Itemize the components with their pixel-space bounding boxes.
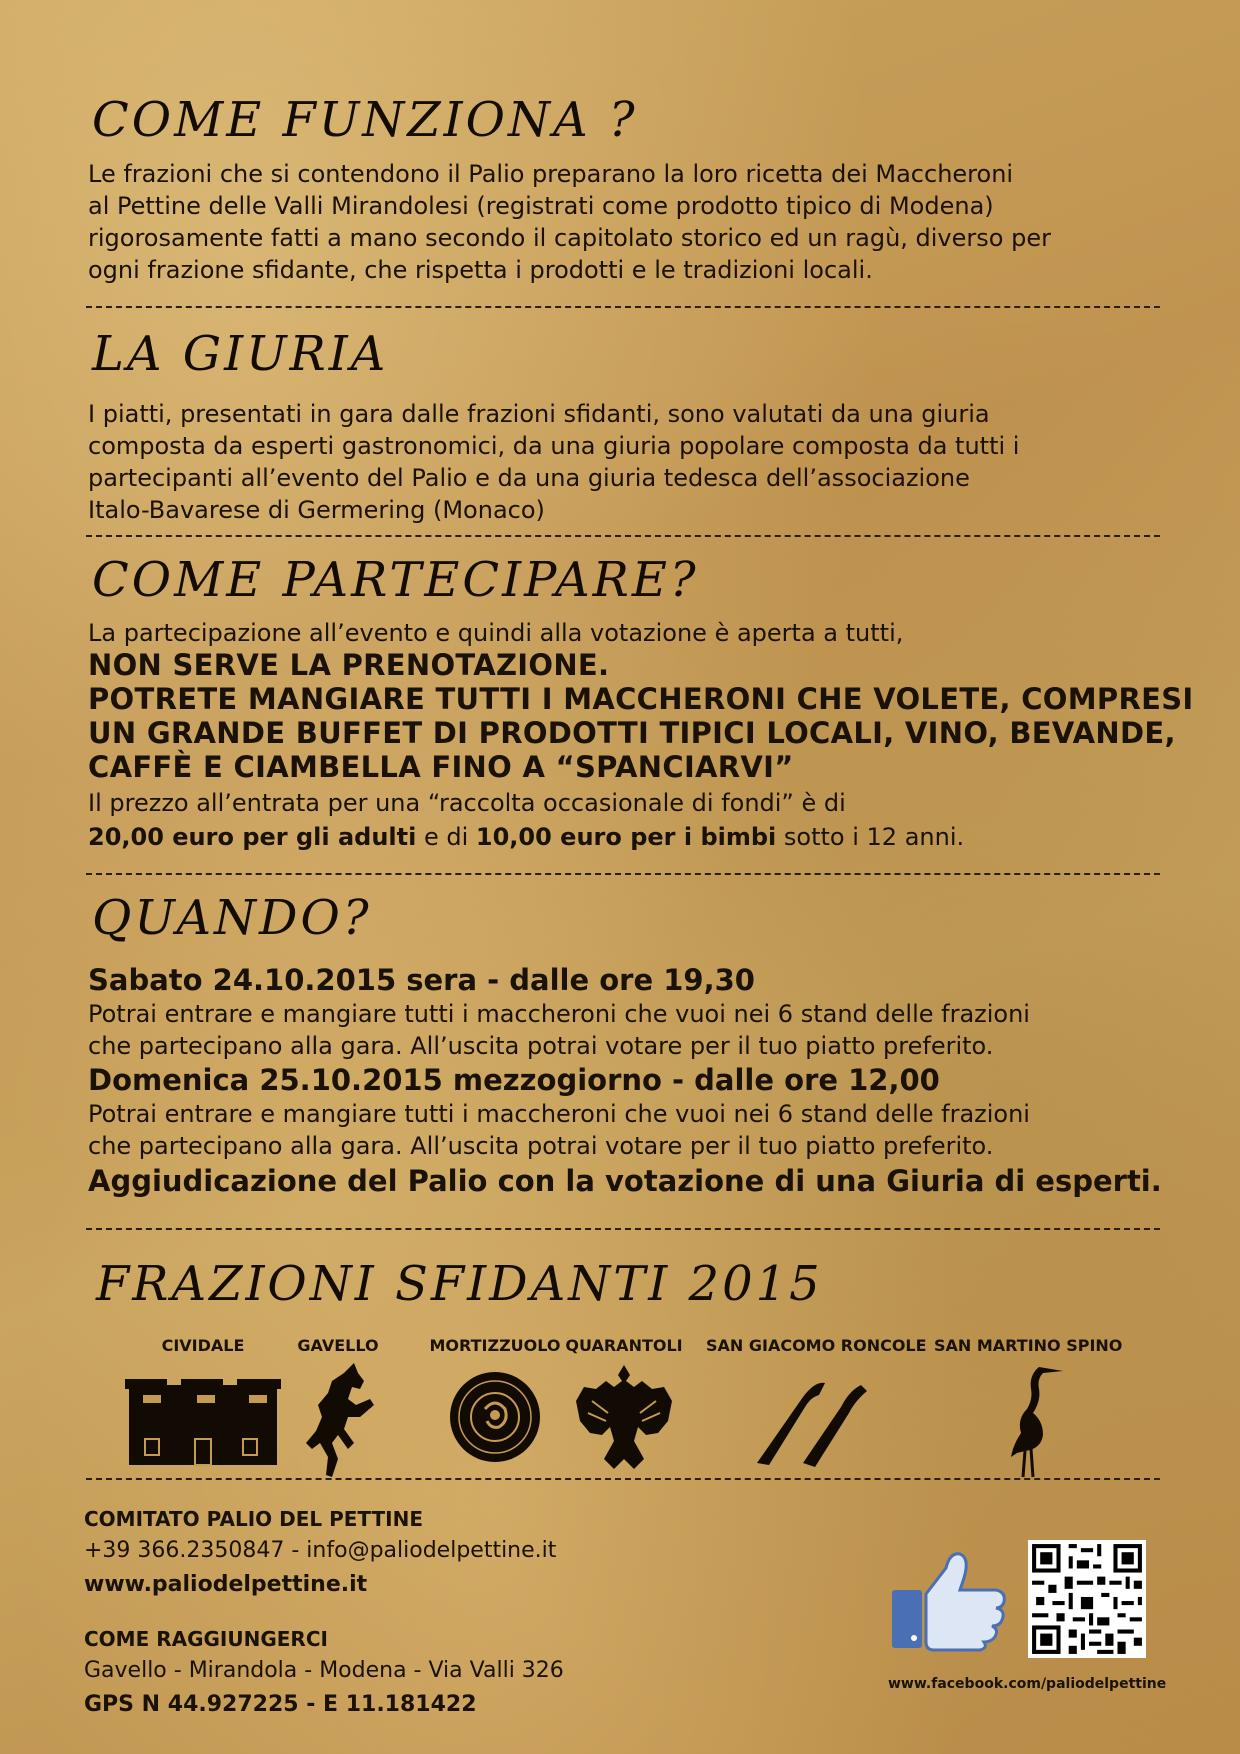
price-detail (88, 820, 1198, 854)
price-kids: 10,00 euro per i bimbi (475, 823, 777, 851)
building-icon (125, 1367, 281, 1467)
text-line: I piatti, presentati in gara dalle frazioni sfidanti, sono valutati da una giuria (88, 400, 990, 428)
text-line: che partecipano alla gara. All’uscita potrai votare per il tuo piatto preferito. (88, 1132, 994, 1160)
section-divider (86, 306, 1160, 308)
address: Gavello - Mirandola - Modena - Via Valli 326 (84, 1658, 564, 1683)
frazione-label: CIVIDALE (161, 1336, 245, 1355)
section-divider (86, 873, 1160, 875)
section-title-la-giuria: LA GIURIA (92, 326, 389, 382)
seal-icon (447, 1369, 543, 1465)
facebook-like-icon[interactable] (888, 1548, 1010, 1652)
highlight-line: NON SERVE LA PRENOTAZIONE. (88, 648, 610, 682)
text-line: Potrai entrare e mangiare tutti i maccheroni che vuoi nei 6 stand delle frazioni (88, 1100, 1030, 1128)
text-line: al Pettine delle Valli Mirandolesi (registrati come prodotto tipico di Modena) (88, 192, 994, 220)
section-divider (86, 535, 1160, 537)
section-title-frazioni: FRAZIONI SFIDANTI 2015 (96, 1256, 823, 1312)
section-divider (86, 1228, 1160, 1230)
intro-line: La partecipazione all’evento e quindi alla votazione è aperta a tutti, (88, 619, 904, 647)
section-divider (86, 1478, 1160, 1480)
frazione-cividale (110, 1336, 296, 1471)
text-line: che partecipano alla gara. All’uscita potrai votare per il tuo piatto preferito. (88, 1032, 994, 1060)
price-mid: e di (416, 823, 476, 851)
gps-coordinates: GPS N 44.927225 - E 11.181422 (84, 1692, 477, 1717)
directions-heading: COME RAGGIUNGERCI (84, 1627, 328, 1651)
quando-text (88, 962, 1198, 1200)
phone-email[interactable]: +39 366.2350847 - info@paliodelpettine.it (84, 1538, 557, 1563)
heron-icon (987, 1359, 1067, 1479)
text-line: partecipanti all’evento del Palio e da una giuria tedesca dell’associazione (88, 464, 970, 492)
frazione-san-martino-spino (934, 1336, 1123, 1483)
frazione-gavello (290, 1336, 386, 1485)
qr-code[interactable] (1028, 1540, 1146, 1658)
highlight-line: CAFFÈ E CIAMBELLA FINO A “SPANCIARVI” (88, 750, 794, 784)
section-title-quando: QUANDO? (92, 890, 372, 946)
price-line: Il prezzo all’entrata per una “raccolta occasionale di fondi” è di (88, 789, 846, 817)
la-giuria-text (88, 398, 1168, 526)
frazione-label: MORTIZZUOLO (429, 1336, 561, 1355)
price-adults: 20,00 euro per gli adulti (88, 823, 417, 851)
highlight-line: UN GRANDE BUFFET DI PRODOTTI TIPICI LOCALI, VINO, BEVANDE, (88, 716, 1176, 750)
eagle-icon (572, 1361, 676, 1473)
website-link[interactable]: www.paliodelpettine.it (84, 1572, 368, 1597)
text-line: ogni frazione sfidante, che rispetta i prodotti e le tradizioni locali. (88, 256, 873, 284)
sickle-icon (745, 1367, 875, 1467)
frazione-label: QUARANTOLI (565, 1336, 683, 1355)
frazione-label: GAVELLO (297, 1336, 379, 1355)
text-line: Le frazioni che si contendono il Palio preparano la loro ricetta dei Maccheroni (88, 160, 1014, 188)
highlight-line: POTRETE MANGIARE TUTTI I MACCHERONI CHE VOLETE, COMPRESI (88, 682, 1194, 716)
frazione-mortizzuolo (420, 1336, 570, 1469)
closing-line: Aggiudicazione del Palio con la votazione di una Giuria di esperti. (88, 1164, 1162, 1198)
day1-heading: Sabato 24.10.2015 sera - dalle ore 19,30 (88, 963, 755, 997)
day2-heading: Domenica 25.10.2015 mezzogiorno - dalle ore 12,00 (88, 1063, 940, 1097)
facebook-url[interactable]: www.facebook.com/paliodelpettine (888, 1676, 1167, 1692)
contacts-block (84, 1504, 684, 1722)
frazione-label: SAN MARTINO SPINO (934, 1336, 1123, 1355)
frazione-quarantoli (564, 1336, 684, 1477)
text-line: Italo-Bavarese di Germering (Monaco) (88, 496, 545, 524)
frazione-label: SAN GIACOMO RONCOLE (706, 1336, 927, 1355)
horse-icon (298, 1359, 378, 1481)
come-partecipare-text (88, 618, 1198, 854)
text-line: Potrai entrare e mangiare tutti i maccheroni che vuoi nei 6 stand delle frazioni (88, 1000, 1030, 1028)
come-funziona-text (88, 158, 1168, 286)
price-end: sotto i 12 anni. (776, 823, 965, 851)
section-title-come-funziona: COME FUNZIONA ? (92, 92, 638, 148)
frazione-san-giacomo-roncole (706, 1336, 927, 1471)
committee-name: COMITATO PALIO DEL PETTINE (84, 1507, 423, 1531)
text-line: composta da esperti gastronomici, da una giuria popolare composta da tutti i (88, 432, 1020, 460)
text-line: rigorosamente fatti a mano secondo il capitolato storico ed un ragù, diverso per (88, 224, 1051, 252)
section-title-come-partecipare: COME PARTECIPARE? (92, 552, 699, 608)
